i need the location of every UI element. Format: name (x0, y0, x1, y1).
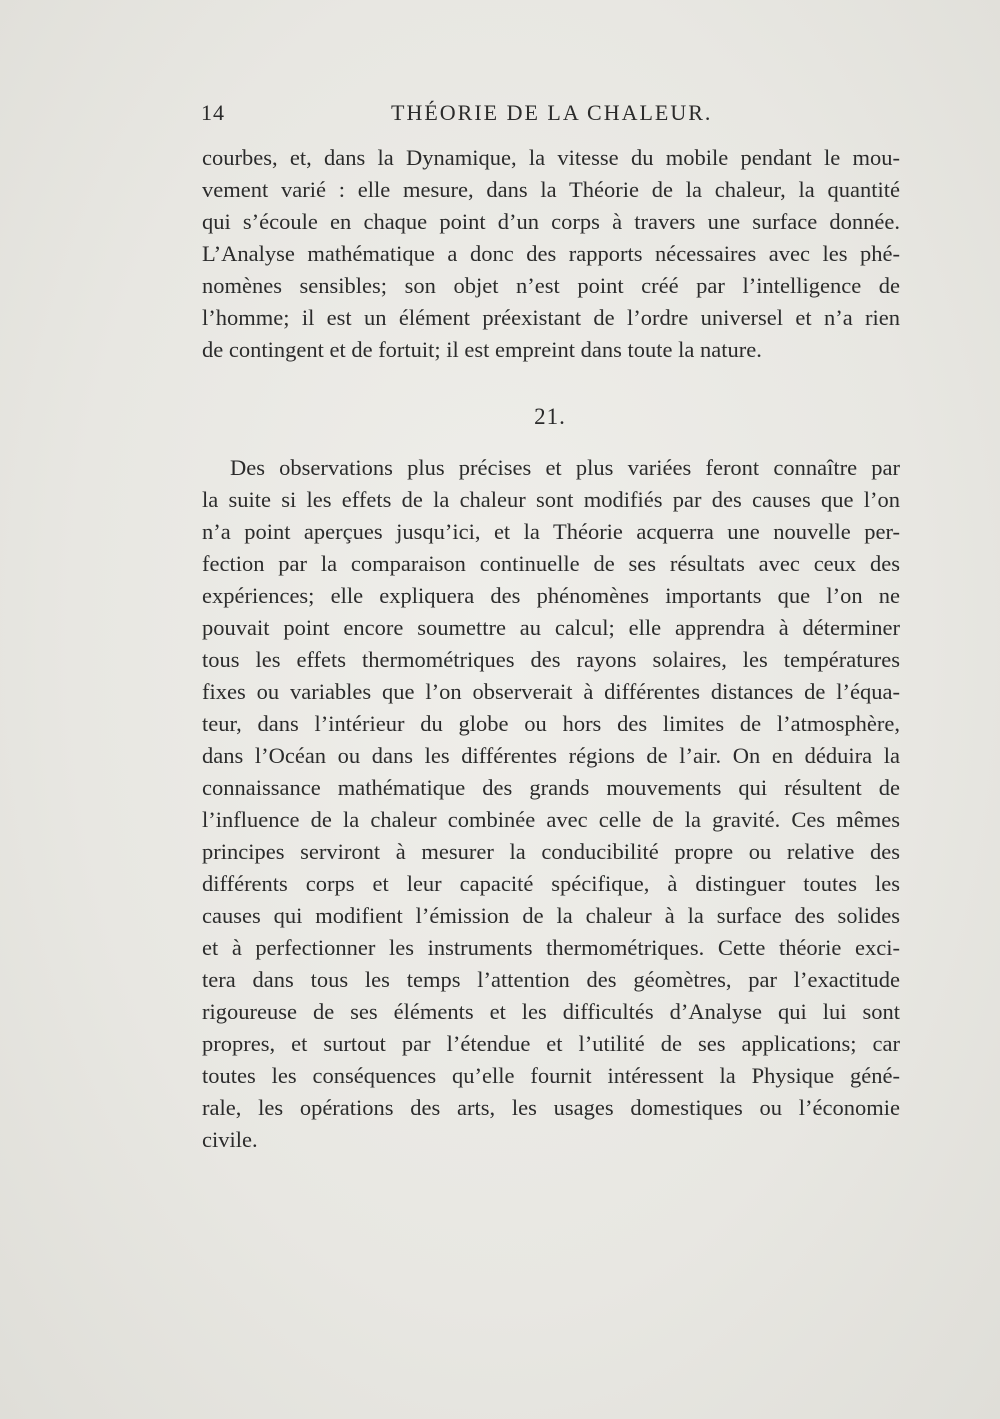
text-line: l’influence de la chaleur combinée avec celle de la gravité. Ces mêmes (202, 807, 900, 832)
text-line: pouvait point encore soumettre au calcul; elle apprendra à déterminer (202, 615, 900, 640)
text-line: toutes les conséquences qu’elle fournit intéressent la Physique géné- (202, 1063, 900, 1088)
text-line: L’Analyse mathématique a donc des rapports nécessaires avec les phé- (202, 241, 900, 266)
text-line: Des observations plus précises et plus variées feront connaître par (230, 455, 900, 480)
text-line: et à perfectionner les instruments thermométriques. Cette théorie exci- (202, 935, 900, 960)
text-line: fection par la comparaison continuelle de ses résultats avec ceux des (202, 551, 900, 576)
text-line: expériences; elle expliquera des phénomènes importants que l’on ne (202, 583, 900, 608)
text-line: causes qui modifient l’émission de la chaleur à la surface des solides (202, 903, 900, 928)
text-line: la suite si les effets de la chaleur sont modifiés par des causes que l’on (202, 487, 900, 512)
text-line: qui s’écoule en chaque point d’un corps à travers une surface donnée. (202, 209, 900, 234)
text-line: rale, les opérations des arts, les usages domestiques ou l’économie (202, 1095, 900, 1120)
section-number: 21. (534, 404, 566, 429)
text-line: civile. (202, 1127, 258, 1152)
page-number: 14 (201, 100, 225, 125)
text-line: dans l’Océan ou dans les différentes régions de l’air. On en déduira la (202, 743, 900, 768)
text-line: n’a point aperçues jusqu’ici, et la Théorie acquerra une nouvelle per- (202, 519, 900, 544)
text-line: principes serviront à mesurer la conducibilité propre ou relative des (202, 839, 900, 864)
text-line: nomènes sensibles; son objet n’est point créé par l’intelligence de (202, 273, 900, 298)
text-line: rigoureuse de ses éléments et les difficultés d’Analyse qui lui sont (202, 999, 900, 1024)
text-line: courbes, et, dans la Dynamique, la vitesse du mobile pendant le mou- (202, 145, 900, 170)
text-line: propres, et surtout par l’étendue et l’utilité de ses applications; car (202, 1031, 900, 1056)
text-line: l’homme; il est un élément préexistant de l’ordre universel et n’a rien (202, 305, 900, 330)
text-line: connaissance mathématique des grands mouvements qui résultent de (202, 775, 900, 800)
text-line: différents corps et leur capacité spécifique, à distinguer toutes les (202, 871, 900, 896)
text-line: de contingent et de fortuit; il est empreint dans toute la nature. (202, 337, 762, 362)
text-line: tous les effets thermométriques des rayons solaires, les températures (202, 647, 900, 672)
text-line: tera dans tous les temps l’attention des géomètres, par l’exactitude (202, 967, 900, 992)
text-line: vement varié : elle mesure, dans la Théorie de la chaleur, la quantité (202, 177, 900, 202)
running-title: THÉORIE DE LA CHALEUR. (391, 100, 713, 125)
text-line: fixes ou variables que l’on observerait à différentes distances de l’équa- (202, 679, 900, 704)
text-line: teur, dans l’intérieur du globe ou hors des limites de l’atmosphère, (202, 711, 900, 736)
page-header (201, 96, 898, 126)
